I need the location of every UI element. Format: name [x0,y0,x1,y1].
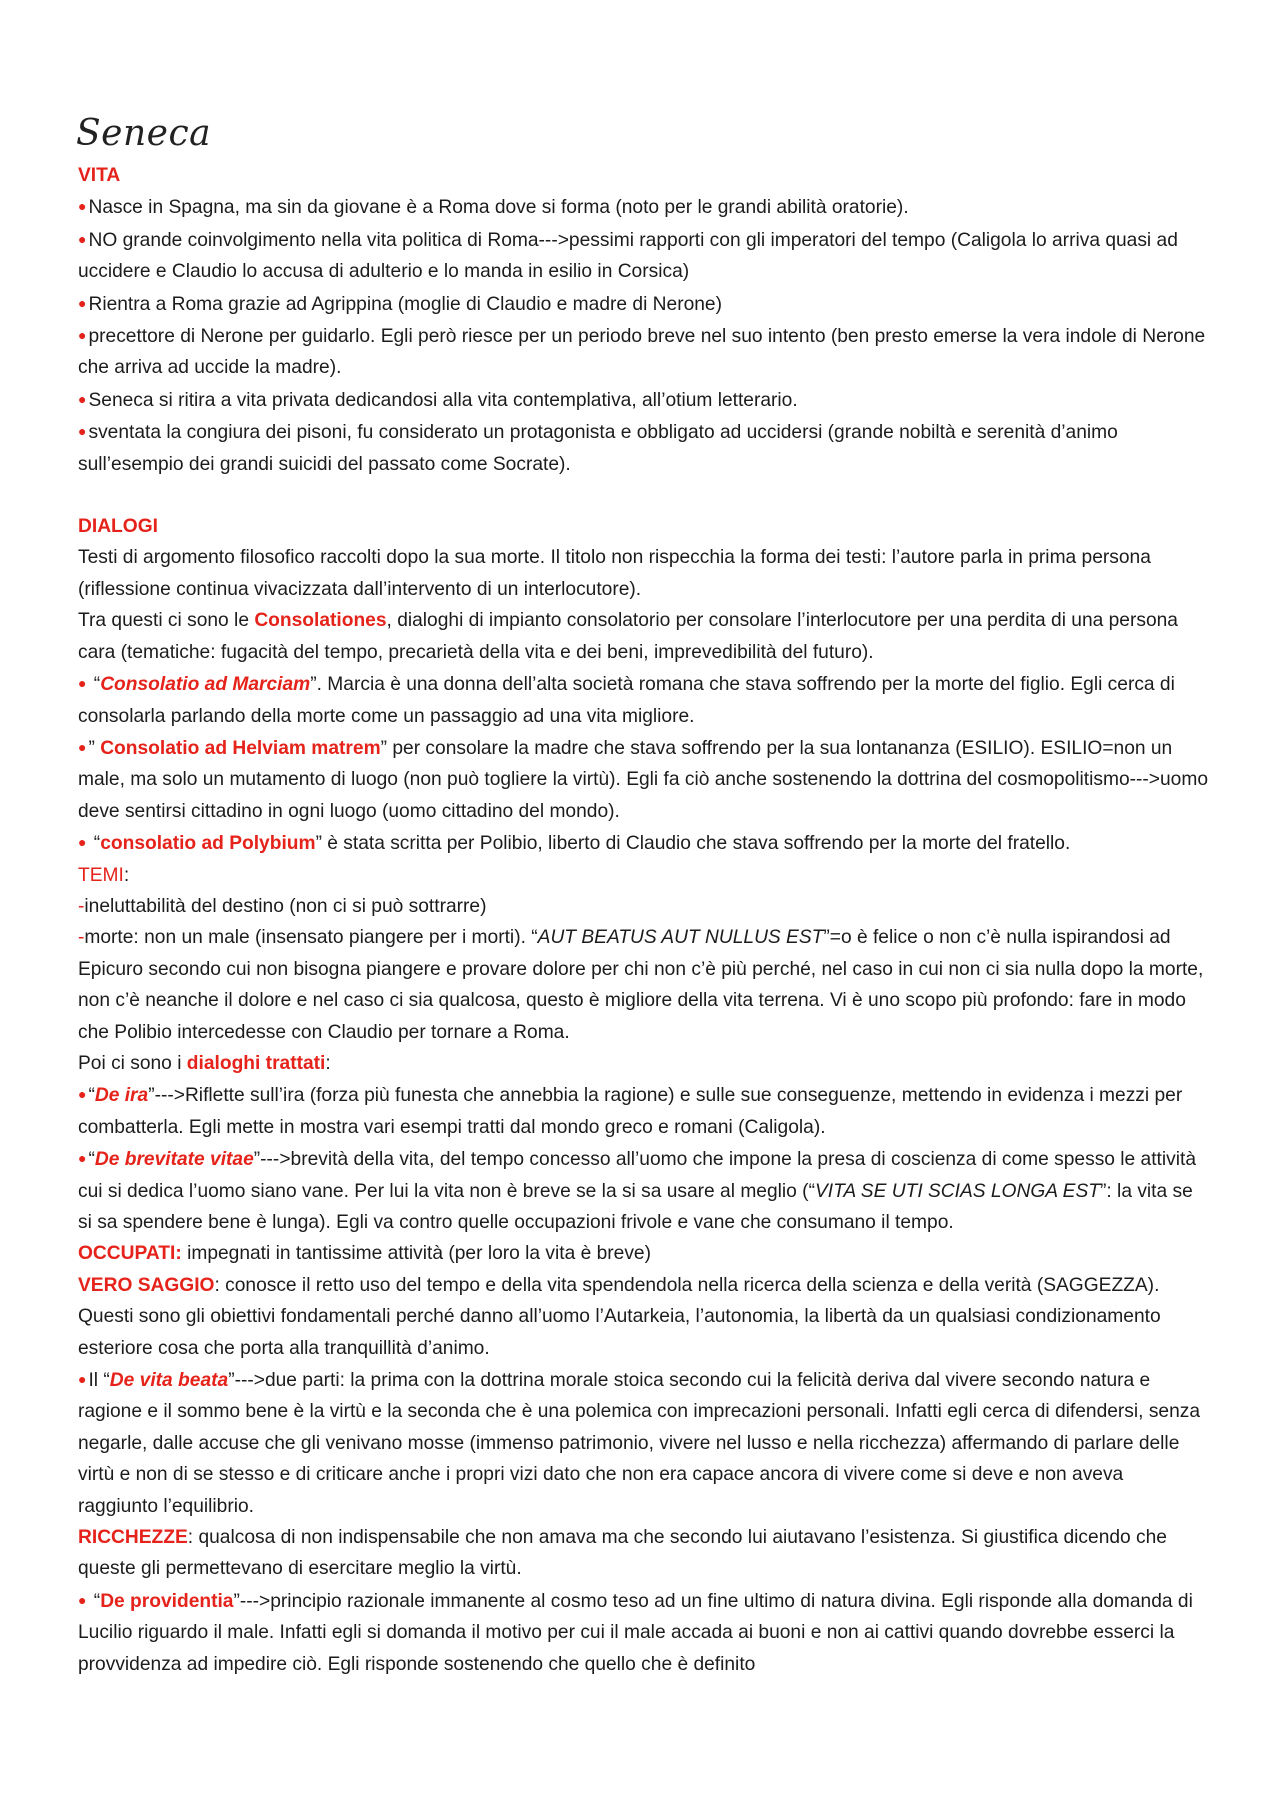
temi-label-line: TEMI: [78,864,130,886]
bullet-icon: ● [78,327,87,344]
section-vita [78,160,1208,480]
definition-vero-saggio: VERO SAGGIO: conosce il retto uso del tempo e della vita spendendola nella ricerca della scienza e della verità (SAGGEZZA). Questi sono gli obiettivi fondamentali perché danno all’uomo l’Autarkeia, l’autonomia, la libertà da un qualsiasi condizionamento esteriore cosa che porta alla tranquillità d’animo. [78,1274,1161,1359]
list-item: ● sventata la congiura dei pisoni, fu considerato un protagonista e obbligato ad uccidersi (grande nobiltà e serenità d’animo sull’esempio dei grandi suicidi del passato come Socrate). [78,422,1118,475]
bullet-icon: ● [78,198,87,215]
bullet-icon: ● [78,1086,87,1103]
bullet-icon: ● [78,834,87,851]
bullet-icon: ● [78,675,87,692]
title-consolatio-helviam: Consolatio ad Helviam matrem [100,737,381,759]
label-temi: TEMI [78,864,124,886]
list-item: ● Il “De vita beata”--->due parti: la prima con la dottrina morale stoica secondo cui la felicità deriva dal vivere secondo natura e ragione e il sommo bene è la virtù e la seconda che è una polemica con imprecazioni personali. Infatti egli cerca di difendersi, senza negarle, dalle accuse che gli venivano mosse (immenso patrimonio, vivere nel lusso e nella ricchezza) affermando di parlare delle virtù e non di se stesso e di criticare anche i propri vizi dato che non era capace ancora di vivere come si deve e non aveva raggiunto l’equilibrio. [78,1370,1201,1517]
quote-vita-se-uti: VITA SE UTI SCIAS LONGA EST [814,1180,1100,1202]
spacer [78,480,1208,511]
bullet-icon: ● [78,423,87,440]
label-vero-saggio: VERO SAGGIO [78,1274,215,1296]
title-de-ira: De ira [94,1085,149,1107]
list-item: ● NO grande coinvolgimento nella vita politica di Roma--->pessimi rapporti con gli imperatori del tempo (Caligola lo arriva quasi ad uccidere e Claudio lo accusa di adulterio e lo manda in esilio in Corsica) [78,229,1178,283]
section-dialoghi [78,511,1208,1680]
list-item: ● Nasce in Spagna, ma sin da giovane è a Roma dove si forma (noto per le grandi abilità oratorie). [78,197,909,219]
bullet-icon: ● [78,390,87,407]
definition-ricchezze: RICCHEZZE: qualcosa di non indispensabile che non amava ma che secondo lui aiutavano l’esistenza. Si giustifica dicendo che queste gli permettevano di esercitare meglio la virtù. [78,1527,1167,1580]
bullet-icon: ● [78,294,87,311]
label-occupati: OCCUPATI: [78,1243,182,1265]
heading-vita: VITA [78,165,121,186]
bullet-icon: ● [78,1591,87,1608]
list-item: ● ” Consolatio ad Helviam matrem” per consolare la madre che stava soffrendo per la sua lontananza (ESILIO). ESILIO=non un male, ma solo un mutamento di luogo (non può togliere la virtù). Egli fa ciò anche sostenendo la dottrina del cosmopolitismo--->uomo deve sentirsi cittadino in ogni luogo (uomo cittadino del mondo). [78,737,1209,822]
list-item: ● “De brevitate vitae”--->brevità della vita, del tempo concesso all’uomo che impone la presa di coscienza di come spesso le attività cui si dedica l’uomo siano vane. Per lui la vita non è breve se la si sa usare al meglio (“VITA SE UTI SCIAS LONGA EST”: la vita se si sa spendere bene è lunga). Egli va contro quelle occupazioni frivole e vane che consumano il tempo. [78,1149,1197,1233]
list-item: ● precettore di Nerone per guidarlo. Egli però riesce per un periodo breve nel suo intento (ben presto emerse la vera indole di Nerone che arriva ad uccide la madre). [78,326,1206,379]
bullet-icon: ● [78,738,87,755]
list-item: ● “consolatio ad Polybium” è stata scritta per Polibio, liberto di Claudio che stava soffrendo per la morte del fratello. [78,833,1071,855]
term-consolationes: Consolationes [254,610,387,632]
tema-item: -morte: non un male (insensato piangere per i morti). “AUT BEATUS AUT NULLUS EST”=o è felice o non c’è nulla ispirandosi ad Epicuro secondo cui non bisogna piangere e provare dolore per chi non c’è più perché, nel caso in cui non ci sia nulla dopo la morte, non c’è neanche il dolore e nel caso ci sia qualcosa, questo è migliore della vita terrena. Vi è uno scopo più profondo: fare in modo che Polibio intercedesse con Claudio per tornare a Roma. [78,927,1204,1043]
label-ricchezze: RICCHEZZE [78,1527,188,1549]
page-title: Seneca [76,113,212,154]
list-item: ● “Consolatio ad Marciam”. Marcia è una donna dell’alta società romana che stava soffrendo per la morte del figlio. Egli cerca di consolarla parlando della morte come un passaggio ad una vita migliore. [78,674,1175,727]
list-item: ● “De ira”--->Riflette sull’ira (forza più funesta che annebbia la ragione) e sulle sue conseguenze, mettendo in evidenza i mezzi per combatterla. Egli mette in mostra vari esempi tratti dal mondo greco e romani (Caligola). [78,1085,1183,1138]
quote-aut-beatus: AUT BEATUS AUT NULLUS EST [537,927,824,949]
title-de-brevitate-vitae: De brevitate vitae [94,1149,254,1171]
definition-occupati: OCCUPATI: impegnati in tantissime attività (per loro la vita è breve) [78,1243,651,1265]
paragraph-trattati: Poi ci sono i dialoghi trattati: [78,1052,331,1074]
bullet-icon: ● [78,1371,87,1388]
title-consolatio-polybium: consolatio ad Polybium [100,833,316,855]
list-item: ● Rientra a Roma grazie ad Agrippina (moglie di Claudio e madre di Nerone) [78,293,722,315]
paragraph-intro: Testi di argomento filosofico raccolti dopo la sua morte. Il titolo non rispecchia la forma dei testi: l’autore parla in prima persona (riflessione continua vivacizzata dall’intervento di un interlocutore). [78,547,1151,600]
title-de-vita-beata: De vita beata [109,1370,229,1392]
list-item: ● Seneca si ritira a vita privata dedicandosi alla vita contemplativa, all’otium letterario. [78,389,798,411]
bullet-icon: ● [78,230,87,247]
heading-dialoghi: DIALOGI [78,516,158,538]
title-de-providentia: De providentia [100,1590,234,1612]
bullet-icon: ● [78,1150,87,1167]
document-page [78,110,1208,1680]
tema-item: -ineluttabilità del destino (non ci si può sottrarre) [78,895,487,917]
term-dialoghi-trattati: dialoghi trattati [186,1052,326,1074]
paragraph-consolationes: Tra questi ci sono le Consolationes, dialoghi di impianto consolatorio per consolare l’interlocutore per una perdita di una persona cara (tematiche: fugacità del tempo, precarietà della vita e dei beni, imprevedibilità del futuro). [78,610,1178,663]
list-item: ● “De providentia”--->principio razionale immanente al cosmo teso ad un fine ultimo di natura divina. Egli risponde alla domanda di Lucilio riguardo il male. Infatti egli si domanda il motivo per cui il male accada ai buoni e non ai cattivi quando dovrebbe esserci la provvidenza ad impedire ciò. Egli risponde sostenendo che quello che è definito [78,1590,1193,1675]
title-consolatio-marciam: Consolatio ad Marciam [100,674,311,696]
